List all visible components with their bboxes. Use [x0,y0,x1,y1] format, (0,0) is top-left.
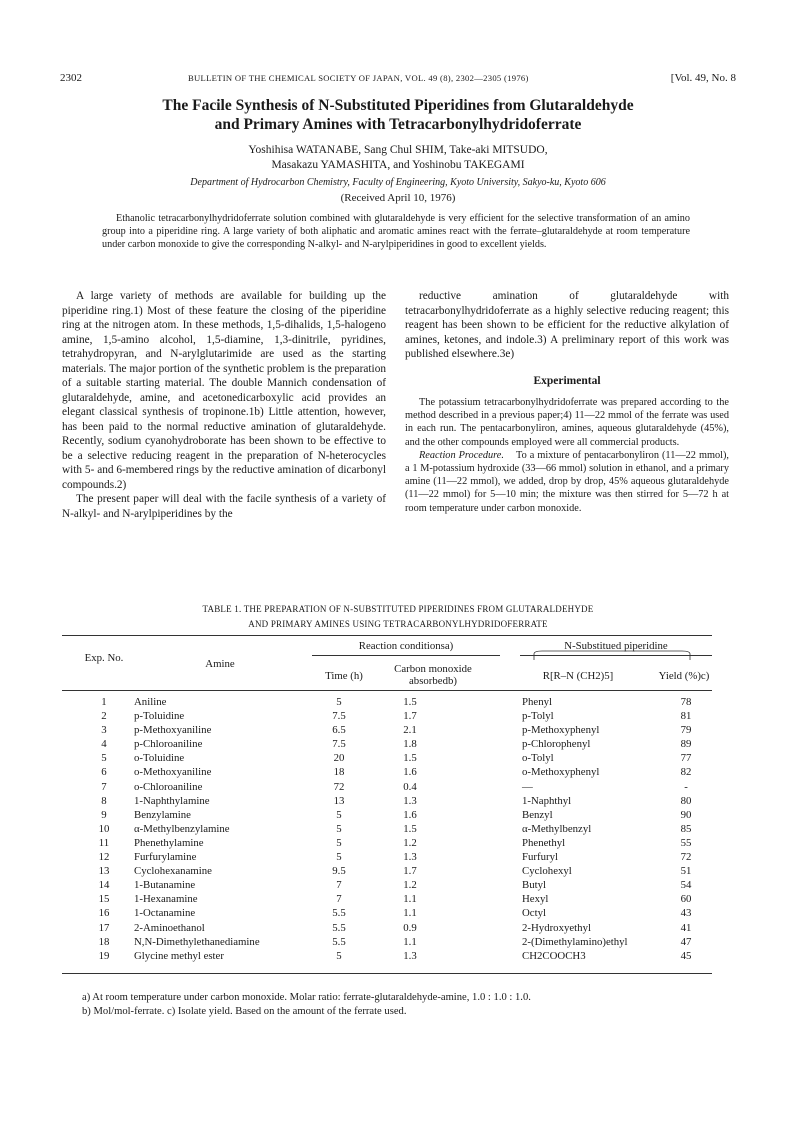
table-row [62,878,712,892]
cell-yield: 78 [680,696,692,708]
cell-co-absorbed: 1.1 [403,893,417,906]
table-row [62,850,712,864]
cell-yield: 43 [680,907,692,920]
cell-yield: 45 [680,949,692,962]
cell-exp-no: 11 [98,836,110,849]
table-row [62,836,712,850]
cell-time: 5 [336,949,342,962]
cell-amine: p-Toluidine [134,710,185,723]
cell-co-absorbed: 1.8 [403,738,417,751]
cell-amine: N,N-Dimethylethanediamine [134,935,260,948]
cell-substituent: 2-(Dimethylamino)ethyl [522,935,628,948]
cell-substituent: Butyl [522,879,546,892]
cell-amine: Cyclohexanamine [134,865,212,878]
cell-yield: 77 [680,752,692,765]
cell-time: 5 [336,851,342,864]
cell-time: 20 [333,752,345,765]
cell-amine: 2-Aminoethanol [134,921,205,934]
cell-co-absorbed: 1.3 [403,851,417,864]
page-number: 2302 [60,72,82,84]
authors-line-2: Masakazu YAMASHITA, and Yoshinobu TAKEGAMI [271,159,525,171]
table-row [62,935,712,949]
table-row [62,892,712,906]
table-row [62,737,712,751]
cell-substituent: 2-Hydroxyethyl [522,921,591,934]
cell-time: 7 [336,879,342,892]
cell-yield: 90 [680,808,692,821]
cell-yield: 82 [680,766,692,779]
footnote-a: a) At room temperature under carbon monoxide. Molar ratio: ferrate-glutaraldehyde-amine, 1.0 : 1.0 : 1.0. [82,992,531,1003]
cell-yield: 85 [680,822,692,835]
cell-co-absorbed: 1.5 [403,752,417,765]
authors-line-1: Yoshihisa WATANABE, Sang Chul SHIM, Take-aki MITSUDO, [248,144,548,156]
cell-substituent: Octyl [522,907,546,920]
cell-yield: 72 [680,851,692,864]
cell-amine: 1-Octanamine [134,907,196,920]
cell-substituent: Phenyl [522,696,552,708]
cell-exp-no: 17 [98,921,110,934]
cell-amine: o-Chloroaniline [134,780,203,793]
table-row [62,765,712,779]
cell-exp-no: 8 [101,794,107,807]
cell-time: 5 [336,822,342,835]
header-reaction-conditions: Reaction conditionsa) [358,640,454,652]
cell-amine: Phenethylamine [134,836,204,849]
cell-time: 5.5 [332,907,346,920]
cell-amine: Benzylamine [134,808,191,821]
cell-exp-no: 5 [101,752,107,765]
cell-co-absorbed: 1.5 [403,696,417,708]
cell-exp-no: 10 [98,822,110,835]
cell-co-absorbed: 0.4 [403,780,417,793]
cell-substituent: α-Methylbenzyl [522,822,592,835]
cell-yield: 55 [680,836,692,849]
cell-time: 13 [333,794,345,807]
cell-substituent: p-Methoxyphenyl [522,724,600,737]
cell-amine: 1-Naphthylamine [134,794,210,807]
cell-substituent: Benzyl [522,808,553,821]
table-header-rule [62,690,712,691]
cell-time: 5 [336,696,342,708]
header-substituted-piperidine: N-Substitued piperidine [564,640,668,652]
table-row [62,695,712,709]
body-column-right [405,289,729,515]
table-footnotes [82,991,722,1019]
cell-time: 18 [333,766,345,779]
cell-yield: 54 [680,879,692,892]
table-caption [60,602,736,632]
cell-substituent: Cyclohexyl [522,865,572,878]
table-row [62,709,712,723]
cell-substituent: 1-Naphthyl [522,794,572,807]
cell-amine: 1-Butanamine [134,879,196,892]
cell-exp-no: 2 [101,710,107,723]
authors [60,143,736,173]
intro-paragraph-1: A large variety of methods are available for building up the piperidine ring.1) Most of these feature the closing of the piperidine ring at the nitrogen atom. In these methods, 1,5-dihalids, 1,5-halogeno amine, 1,5-amino alcohol, 1,5-diamine, 1,3-dinitrile, pyridines, tetrahydropyran, and N-arylglutarimide are used as the starting materials. The major portion of the synthetic problem is the preparation of a suitable starting material. The double Mannich condensation of glutaraldehyde, amine, and acetonedicarboxylic acid provides an elegant classical synthesis of tropinone.1b) Little attention, however, has been paid to the normal reductive amination of glutaraldehyde. Recently, sodium cyanohydroborate has been shown to be effective to be a selective reducing reagent in the preparation of N-heterocycles with 5- and 6-membered rings by the reductive amination of dicarbonyl compounds.2) [62,290,386,491]
cell-exp-no: 13 [98,865,110,878]
table-row [62,808,712,822]
reaction-procedure-text: To a mixture of pentacarbonyliron (11—22 mmol), a 1 M-potassium hydroxide (33—66 mmol) solution in ethanol, and a primary amine (11—22 mmol), we added, drop by drop, 45% aqueous glutaraldehyde (11—22 mmol) for 5—10 min; the mixture was then stirred for 5—72 h at room temperature under carbon monoxide. [405,449,730,514]
cell-co-absorbed: 1.2 [403,836,417,849]
journal-citation: BULLETIN OF THE CHEMICAL SOCIETY OF JAPAN, VOL. 49 (8), 2302—2305 (1976) [188,73,529,83]
cell-co-absorbed: 1.3 [403,949,417,962]
intro-paragraph-3: reductive amination of glutaraldehyde with tetracarbonylhydridoferrate as a highly selective reducing reagent; this reagent has been shown to be efficient for the reductive alkylation of amines, ketones, and indole.3) A preliminary report of this work was published elsewhere.3e) [405,290,729,360]
header-time: Time (h) [325,670,363,682]
cell-time: 5 [336,808,342,821]
cell-time: 7.5 [332,738,346,751]
cell-substituent: Hexyl [522,893,549,906]
cell-co-absorbed: 1.5 [403,822,417,835]
cell-exp-no: 15 [98,893,110,906]
table-caption-line-2: AND PRIMARY AMINES USING TETRACARBONYLHYDRIDOFERRATE [248,619,548,629]
cell-yield: 80 [680,794,692,807]
table-row [62,921,712,935]
cell-time: 5 [336,836,342,849]
cell-exp-no: 7 [101,780,107,793]
header-amine: Amine [205,658,235,670]
cell-exp-no: 16 [98,907,110,920]
cell-time: 7.5 [332,710,346,723]
cell-amine: o-Methoxyaniline [134,766,212,779]
table-row [62,723,712,737]
cell-substituent: — [522,780,533,793]
cell-time: 9.5 [332,865,346,878]
title-line-1: The Facile Synthesis of N-Substituted Piperidines from Glutaraldehyde [162,97,634,114]
cell-co-absorbed: 2.1 [403,724,417,737]
table-row [62,949,712,963]
title-line-2: and Primary Amines with Tetracarbonylhydridoferrate [214,116,582,133]
cell-co-absorbed: 1.1 [403,907,417,920]
table-row [62,864,712,878]
header-yield: Yield (%)c) [658,670,710,682]
running-head [60,72,736,86]
volume-label: [Vol. 49, No. 8 [670,72,736,84]
cell-amine: Glycine methyl ester [134,949,224,962]
intro-paragraph-2: The present paper will deal with the facile synthesis of a variety of N-alkyl- and N-arylpiperidines by the [62,493,386,520]
experimental-heading: Experimental [533,374,601,387]
cell-co-absorbed: 1.7 [403,710,417,723]
cell-amine: p-Methoxyaniline [134,724,212,737]
cell-exp-no: 18 [98,935,110,948]
cell-yield: - [684,780,688,793]
cell-time: 7 [336,893,342,906]
cell-yield: 47 [680,935,692,948]
abstract: Ethanolic tetracarbonylhydridoferrate solution combined with glutaraldehyde is very efficient for the selective transformation of an amino group into a piperidine ring. A large variety of both aliphatic and aromatic amines react with the ferrate–glutaraldehyde at room temperature under carbon monoxide to give the corresponding N-alkyl- and N-arylpiperidines in good to excellent yields. [102,213,690,251]
table-body [62,695,712,963]
cell-time: 5.5 [332,935,346,948]
cell-co-absorbed: 1.3 [403,794,417,807]
formula-bracket-icon [520,648,712,662]
cell-time: 72 [333,780,345,793]
cell-substituent: p-Chlorophenyl [522,738,591,751]
cell-substituent: o-Tolyl [522,752,554,765]
table-top-rule [62,635,712,636]
cell-co-absorbed: 1.6 [403,766,417,779]
cell-substituent: Phenethyl [522,836,566,849]
cell-substituent: o-Methoxyphenyl [522,766,600,779]
cell-co-absorbed: 1.1 [403,935,417,948]
cell-exp-no: 4 [101,738,107,751]
reaction-procedure-paragraph [405,449,729,515]
table-row [62,780,712,794]
cell-exp-no: 12 [98,851,110,864]
body-column-left [62,289,386,521]
table-row [62,794,712,808]
cell-substituent: CH2COOCH3 [522,949,586,962]
received-date: (Received April 10, 1976) [340,192,456,204]
cell-amine: Furfurylamine [134,851,197,864]
cell-co-absorbed: 1.6 [403,808,417,821]
table-bottom-rule [62,973,712,974]
cell-yield: 41 [680,921,692,934]
cell-exp-no: 1 [101,696,107,708]
cell-time: 6.5 [332,724,346,737]
cell-amine: o-Toluidine [134,752,185,765]
table-caption-line-1: TABLE 1. THE PREPARATION OF N-SUBSTITUTED PIPERIDINES FROM GLUTARALDEHYDE [202,604,594,614]
cell-amine: α-Methylbenzylamine [134,822,230,835]
table-row [62,822,712,836]
cell-yield: 79 [680,724,692,737]
cell-exp-no: 14 [98,879,110,892]
cell-exp-no: 6 [101,766,107,779]
cell-substituent: p-Tolyl [522,710,554,723]
cell-exp-no: 19 [98,949,110,962]
affiliation: Department of Hydrocarbon Chemistry, Faculty of Engineering, Kyoto University, Sakyo-ku, Kyoto 606 [190,177,606,188]
header-co-absorbed: Carbon monoxide absorbedb) [394,663,472,687]
article-title [60,96,736,134]
reaction-procedure-label: Reaction Procedure. [419,449,504,461]
cell-co-absorbed: 1.2 [403,879,417,892]
cell-yield: 81 [680,710,692,723]
cell-amine: 1-Hexanamine [134,893,198,906]
cell-yield: 51 [680,865,692,878]
cell-amine: p-Chloroaniline [134,738,203,751]
cell-co-absorbed: 0.9 [403,921,417,934]
table-row [62,906,712,920]
cell-substituent: Furfuryl [522,851,558,864]
table-row [62,751,712,765]
cell-exp-no: 9 [101,808,107,821]
footnote-bc: b) Mol/mol-ferrate. c) Isolate yield. Based on the amount of the ferrate used. [82,1006,407,1017]
header-exp-no: Exp. No. [84,652,124,664]
cell-exp-no: 3 [101,724,107,737]
reaction-conditions-rule [312,655,500,656]
cell-yield: 89 [680,738,692,751]
cell-yield: 60 [680,893,692,906]
header-r-formula: R[R–N (CH2)5] [542,670,614,682]
cell-co-absorbed: 1.7 [403,865,417,878]
experimental-paragraph-1: The potassium tetracarbonylhydridoferrate was prepared according to the method described in a previous paper;4) 11—22 mmol of the ferrate was used in each run. The pentacarbonyliron, amines, aqueous glutaraldehyde (45%), and the other compounds employed were all commercial products. [405,397,729,448]
cell-amine: Aniline [134,696,167,708]
cell-time: 5.5 [332,921,346,934]
